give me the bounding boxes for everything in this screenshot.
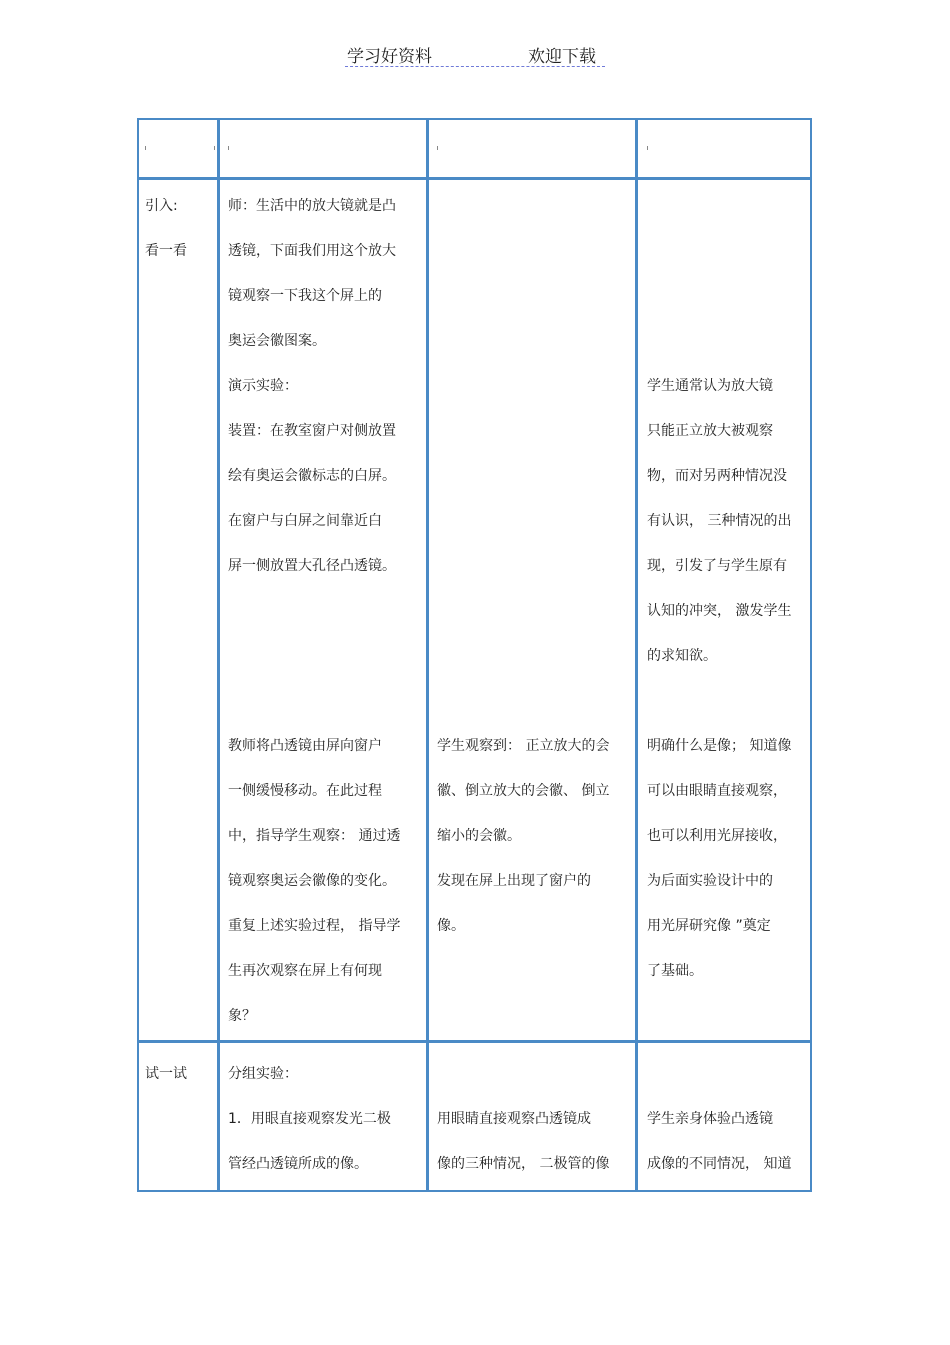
intent-line: 学生亲身体验凸透镜 [647, 1111, 773, 1127]
teacher-line: 象？ [228, 1008, 256, 1024]
column-divider [217, 120, 220, 1190]
student-line: 像的三种情况， 二极管的像 [437, 1156, 610, 1172]
header-cell-mark [145, 146, 146, 150]
header-left-text: 学习好资料 [347, 47, 432, 67]
column-divider [426, 120, 429, 1190]
stage-line: 看一看 [145, 243, 187, 259]
teacher-line: 一侧缓慢移动。在此过程 [228, 783, 382, 799]
teacher-line: 生再次观察在屏上有何现 [228, 963, 382, 979]
intent-line: 有认识， 三种情况的出 [647, 513, 792, 529]
student-line: 用眼睛直接观察凸透镜成 [437, 1111, 591, 1127]
teacher-line: 镜观察一下我这个屏上的 [228, 288, 382, 304]
intent-line: 也可以利用光屏接收， [647, 828, 787, 844]
intent-line: 的求知欲。 [647, 648, 717, 664]
teacher-line: 重复上述实验过程， 指导学 [228, 918, 401, 934]
teacher-activity-cell [228, 1052, 391, 1187]
teacher-line: 师：生活中的放大镜就是凸 [228, 198, 396, 214]
design-intent-cell [647, 1097, 791, 1187]
student-activity-cell [437, 1097, 609, 1187]
teacher-line: 奥运会徽图案。 [228, 333, 326, 349]
intent-line: 认知的冲突， 激发学生 [647, 603, 792, 619]
header-right-text: 欢迎下载 [528, 47, 596, 67]
intent-line: 可以由眼睛直接观察， [647, 783, 787, 799]
student-line: 像。 [437, 918, 465, 934]
teacher-line: 透镜，下面我们用这个放大 [228, 243, 396, 259]
teacher-line: 镜观察奥运会徽像的变化。 [228, 873, 396, 889]
student-line: 学生观察到： 正立放大的会 [437, 738, 610, 754]
design-intent-cell-2 [647, 724, 791, 994]
teacher-activity-cell-2 [228, 724, 400, 1039]
teacher-line: 分组实验： [228, 1066, 298, 1082]
teacher-line: 装置：在教室窗户对侧放置 [228, 423, 396, 439]
lesson-table [137, 118, 812, 1192]
intent-line: 用光屏研究像 ”奠定 [647, 918, 771, 934]
stage-line: 引入: [145, 198, 178, 214]
teacher-line: 教师将凸透镜由屏向窗户 [228, 738, 382, 754]
stage-line: 试一试 [145, 1066, 187, 1082]
student-line: 缩小的会徽。 [437, 828, 521, 844]
student-line: 徽、倒立放大的会徽、 倒立 [437, 783, 610, 799]
row-divider [139, 177, 810, 180]
stage-cell [145, 1052, 187, 1097]
row-divider [139, 1040, 810, 1043]
intent-line: 学生通常认为放大镜 [647, 378, 773, 394]
student-activity-cell [437, 724, 609, 949]
teacher-line: 中，指导学生观察： 通过透 [228, 828, 401, 844]
intent-line: 成像的不同情况， 知道 [647, 1156, 792, 1172]
header-cell-mark [647, 146, 648, 150]
header-cell-mark [228, 146, 229, 150]
intent-line: 只能正立放大被观察 [647, 423, 773, 439]
stage-cell [145, 184, 187, 274]
teacher-line: 在窗户与白屏之间靠近白 [228, 513, 382, 529]
intent-line: 现，引发了与学生原有 [647, 558, 787, 574]
teacher-line: 管经凸透镜所成的像。 [228, 1156, 368, 1172]
intent-line: 为后面实验设计中的 [647, 873, 773, 889]
header-cell-mark [437, 146, 438, 150]
intent-line: 明确什么是像； 知道像 [647, 738, 792, 754]
student-line: 发现在屏上出现了窗户的 [437, 873, 591, 889]
page-header [345, 40, 605, 67]
teacher-line: 绘有奥运会徽标志的白屏。 [228, 468, 396, 484]
teacher-line: 屏一侧放置大孔径凸透镜。 [228, 558, 396, 574]
header-cell-mark [214, 146, 215, 150]
intent-line: 物，而对另两种情况没 [647, 468, 787, 484]
intent-line: 了基础。 [647, 963, 703, 979]
teacher-line: 演示实验： [228, 378, 298, 394]
design-intent-cell [647, 364, 791, 679]
teacher-line: 1．用眼直接观察发光二极 [228, 1111, 391, 1127]
teacher-activity-cell [228, 184, 396, 589]
column-divider [635, 120, 638, 1190]
